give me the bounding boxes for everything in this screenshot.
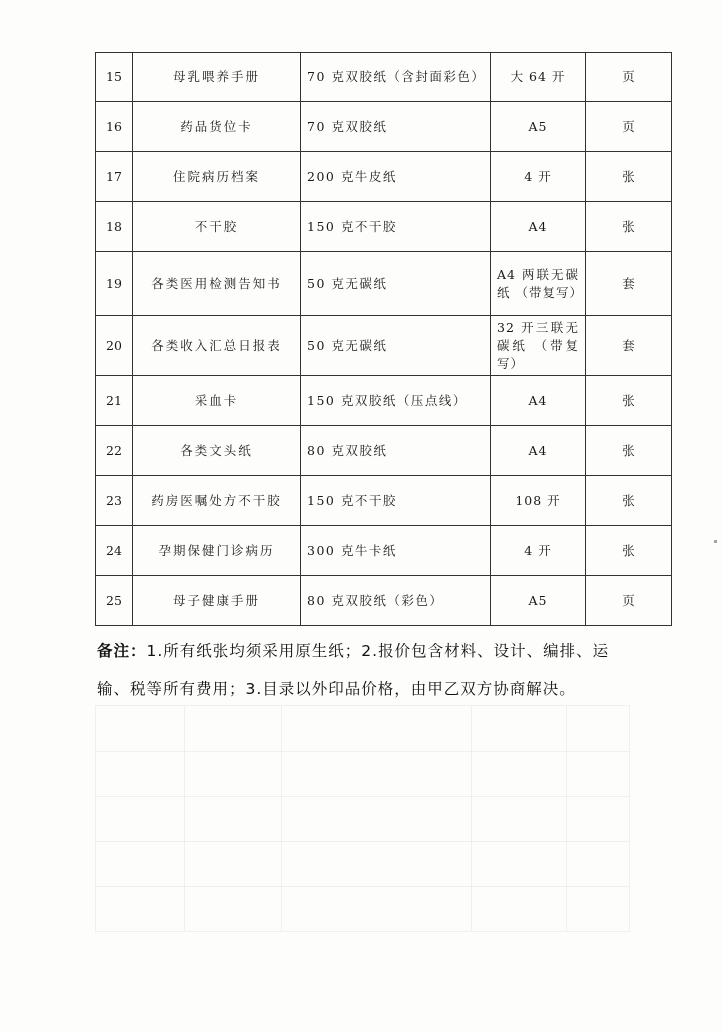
paper-spec-cell — [301, 376, 491, 426]
row-number: 22 — [106, 442, 122, 458]
paper-spec-cell — [301, 316, 491, 376]
paper-spec-cell — [301, 426, 491, 476]
paper-spec: 150 克不干胶 — [307, 218, 397, 234]
row-number-cell — [96, 426, 133, 476]
item-name: 孕期保健门诊病历 — [158, 542, 275, 558]
item-name-cell — [133, 576, 301, 626]
item-name-cell — [133, 426, 301, 476]
paper-spec: 80 克双胶纸 — [307, 442, 388, 458]
paper-spec: 80 克双胶纸（彩色） — [307, 592, 444, 608]
table-row — [96, 53, 672, 102]
row-number-cell — [96, 376, 133, 426]
items-table-body — [96, 53, 672, 626]
item-name-cell — [133, 316, 301, 376]
paper-size-cell — [491, 152, 586, 202]
unit: 套 — [622, 275, 635, 291]
row-number: 17 — [106, 168, 122, 184]
row-number-cell — [96, 576, 133, 626]
row-number-cell — [96, 102, 133, 152]
paper-size-cell — [491, 426, 586, 476]
row-number-cell — [96, 476, 133, 526]
row-number: 23 — [106, 492, 122, 508]
paper-size-cell — [491, 102, 586, 152]
unit-cell — [586, 316, 672, 376]
unit: 张 — [622, 442, 635, 458]
item-name: 住院病历档案 — [172, 168, 260, 184]
unit-cell — [586, 202, 672, 252]
row-number: 24 — [106, 542, 122, 558]
paper-size: A5 — [528, 592, 548, 608]
table-row — [96, 476, 672, 526]
row-number: 21 — [106, 392, 122, 408]
row-number-cell — [96, 526, 133, 576]
unit-cell — [586, 252, 672, 316]
paper-size-cell — [491, 476, 586, 526]
item-name: 各类文头纸 — [180, 442, 253, 458]
paper-size: 108 开 — [515, 492, 561, 508]
paper-size: A4 — [528, 218, 548, 234]
remarks-label: 备注： — [97, 642, 147, 660]
item-name: 采血卡 — [194, 392, 239, 408]
paper-spec-cell — [301, 202, 491, 252]
paper-spec: 200 克牛皮纸 — [307, 168, 397, 184]
paper-size: A4 两联无碳纸 （带复写） — [497, 266, 583, 300]
table-row — [96, 376, 672, 426]
paper-spec: 50 克无碳纸 — [307, 337, 388, 353]
row-number: 25 — [106, 592, 122, 608]
unit: 页 — [622, 592, 635, 608]
paper-spec-cell — [301, 252, 491, 316]
row-number: 18 — [106, 218, 122, 234]
paper-size: 32 开三联无碳纸 （带复写） — [497, 319, 579, 371]
row-number: 19 — [106, 275, 122, 291]
paper-size-cell — [491, 316, 586, 376]
paper-spec-cell — [301, 152, 491, 202]
unit-cell — [586, 576, 672, 626]
paper-size-cell — [491, 526, 586, 576]
paper-spec: 70 克双胶纸 — [307, 118, 388, 134]
unit-cell — [586, 526, 672, 576]
item-name: 各类医用检测告知书 — [151, 275, 282, 291]
item-name-cell — [133, 202, 301, 252]
unit-cell — [586, 152, 672, 202]
item-name: 母子健康手册 — [172, 592, 260, 608]
item-name-cell — [133, 53, 301, 102]
row-number: 15 — [106, 69, 122, 84]
table-row — [96, 316, 672, 376]
reverse-side-bleed — [95, 705, 630, 932]
remarks-text: 1.所有纸张均须采用原生纸；2.报价包含材料、设计、编排、运输、税等所有费用；3.目录以外印品价格，由甲乙双方协商解决。 — [97, 642, 610, 698]
table-row — [96, 152, 672, 202]
item-name-cell — [133, 102, 301, 152]
paper-size-cell — [491, 376, 586, 426]
item-name-cell — [133, 252, 301, 316]
unit: 张 — [622, 492, 635, 508]
table-row — [96, 102, 672, 152]
item-name: 各类收入汇总日报表 — [151, 337, 282, 353]
unit-cell — [586, 476, 672, 526]
row-number-cell — [96, 53, 133, 102]
paper-spec: 50 克无碳纸 — [307, 275, 388, 291]
unit: 张 — [622, 218, 635, 234]
paper-size: 大 64 开 — [510, 69, 566, 84]
unit-cell — [586, 426, 672, 476]
paper-spec-cell — [301, 102, 491, 152]
table-row — [96, 426, 672, 476]
unit: 页 — [622, 69, 635, 84]
scan-speck — [714, 540, 717, 543]
paper-size: A4 — [528, 392, 548, 408]
row-number-cell — [96, 152, 133, 202]
paper-size: 4 开 — [524, 168, 552, 184]
unit: 套 — [622, 337, 635, 353]
item-name-cell — [133, 376, 301, 426]
item-name: 药品货位卡 — [180, 118, 253, 134]
unit-cell — [586, 102, 672, 152]
unit: 张 — [622, 392, 635, 408]
row-number-cell — [96, 316, 133, 376]
paper-size: 4 开 — [524, 542, 552, 558]
paper-size-cell — [491, 252, 586, 316]
item-name-cell — [133, 152, 301, 202]
paper-size: A4 — [528, 442, 548, 458]
item-name: 不干胶 — [194, 218, 239, 234]
paper-size-cell — [491, 53, 586, 102]
item-name: 母乳喂养手册 — [172, 69, 260, 84]
unit: 张 — [622, 168, 635, 184]
paper-spec: 150 克不干胶 — [307, 492, 397, 508]
paper-spec-cell — [301, 476, 491, 526]
row-number-cell — [96, 252, 133, 316]
unit-cell — [586, 376, 672, 426]
paper-spec: 300 克牛卡纸 — [307, 542, 397, 558]
unit-cell — [586, 53, 672, 102]
paper-spec: 70 克双胶纸（含封面彩色） — [307, 69, 486, 84]
table-row — [96, 576, 672, 626]
paper-size: A5 — [528, 118, 548, 134]
item-name-cell — [133, 476, 301, 526]
paper-spec-cell — [301, 53, 491, 102]
unit: 页 — [622, 118, 635, 134]
table-row — [96, 202, 672, 252]
row-number: 20 — [106, 337, 122, 353]
row-number: 16 — [106, 118, 122, 134]
remarks — [97, 632, 637, 708]
items-table — [95, 52, 672, 626]
paper-size-cell — [491, 202, 586, 252]
item-name-cell — [133, 526, 301, 576]
item-name: 药房医嘱处方不干胶 — [151, 492, 282, 508]
paper-spec: 150 克双胶纸（压点线） — [307, 392, 467, 408]
table-row — [96, 526, 672, 576]
table-row — [96, 252, 672, 316]
paper-spec-cell — [301, 526, 491, 576]
paper-spec-cell — [301, 576, 491, 626]
row-number-cell — [96, 202, 133, 252]
unit: 张 — [622, 542, 635, 558]
paper-size-cell — [491, 576, 586, 626]
